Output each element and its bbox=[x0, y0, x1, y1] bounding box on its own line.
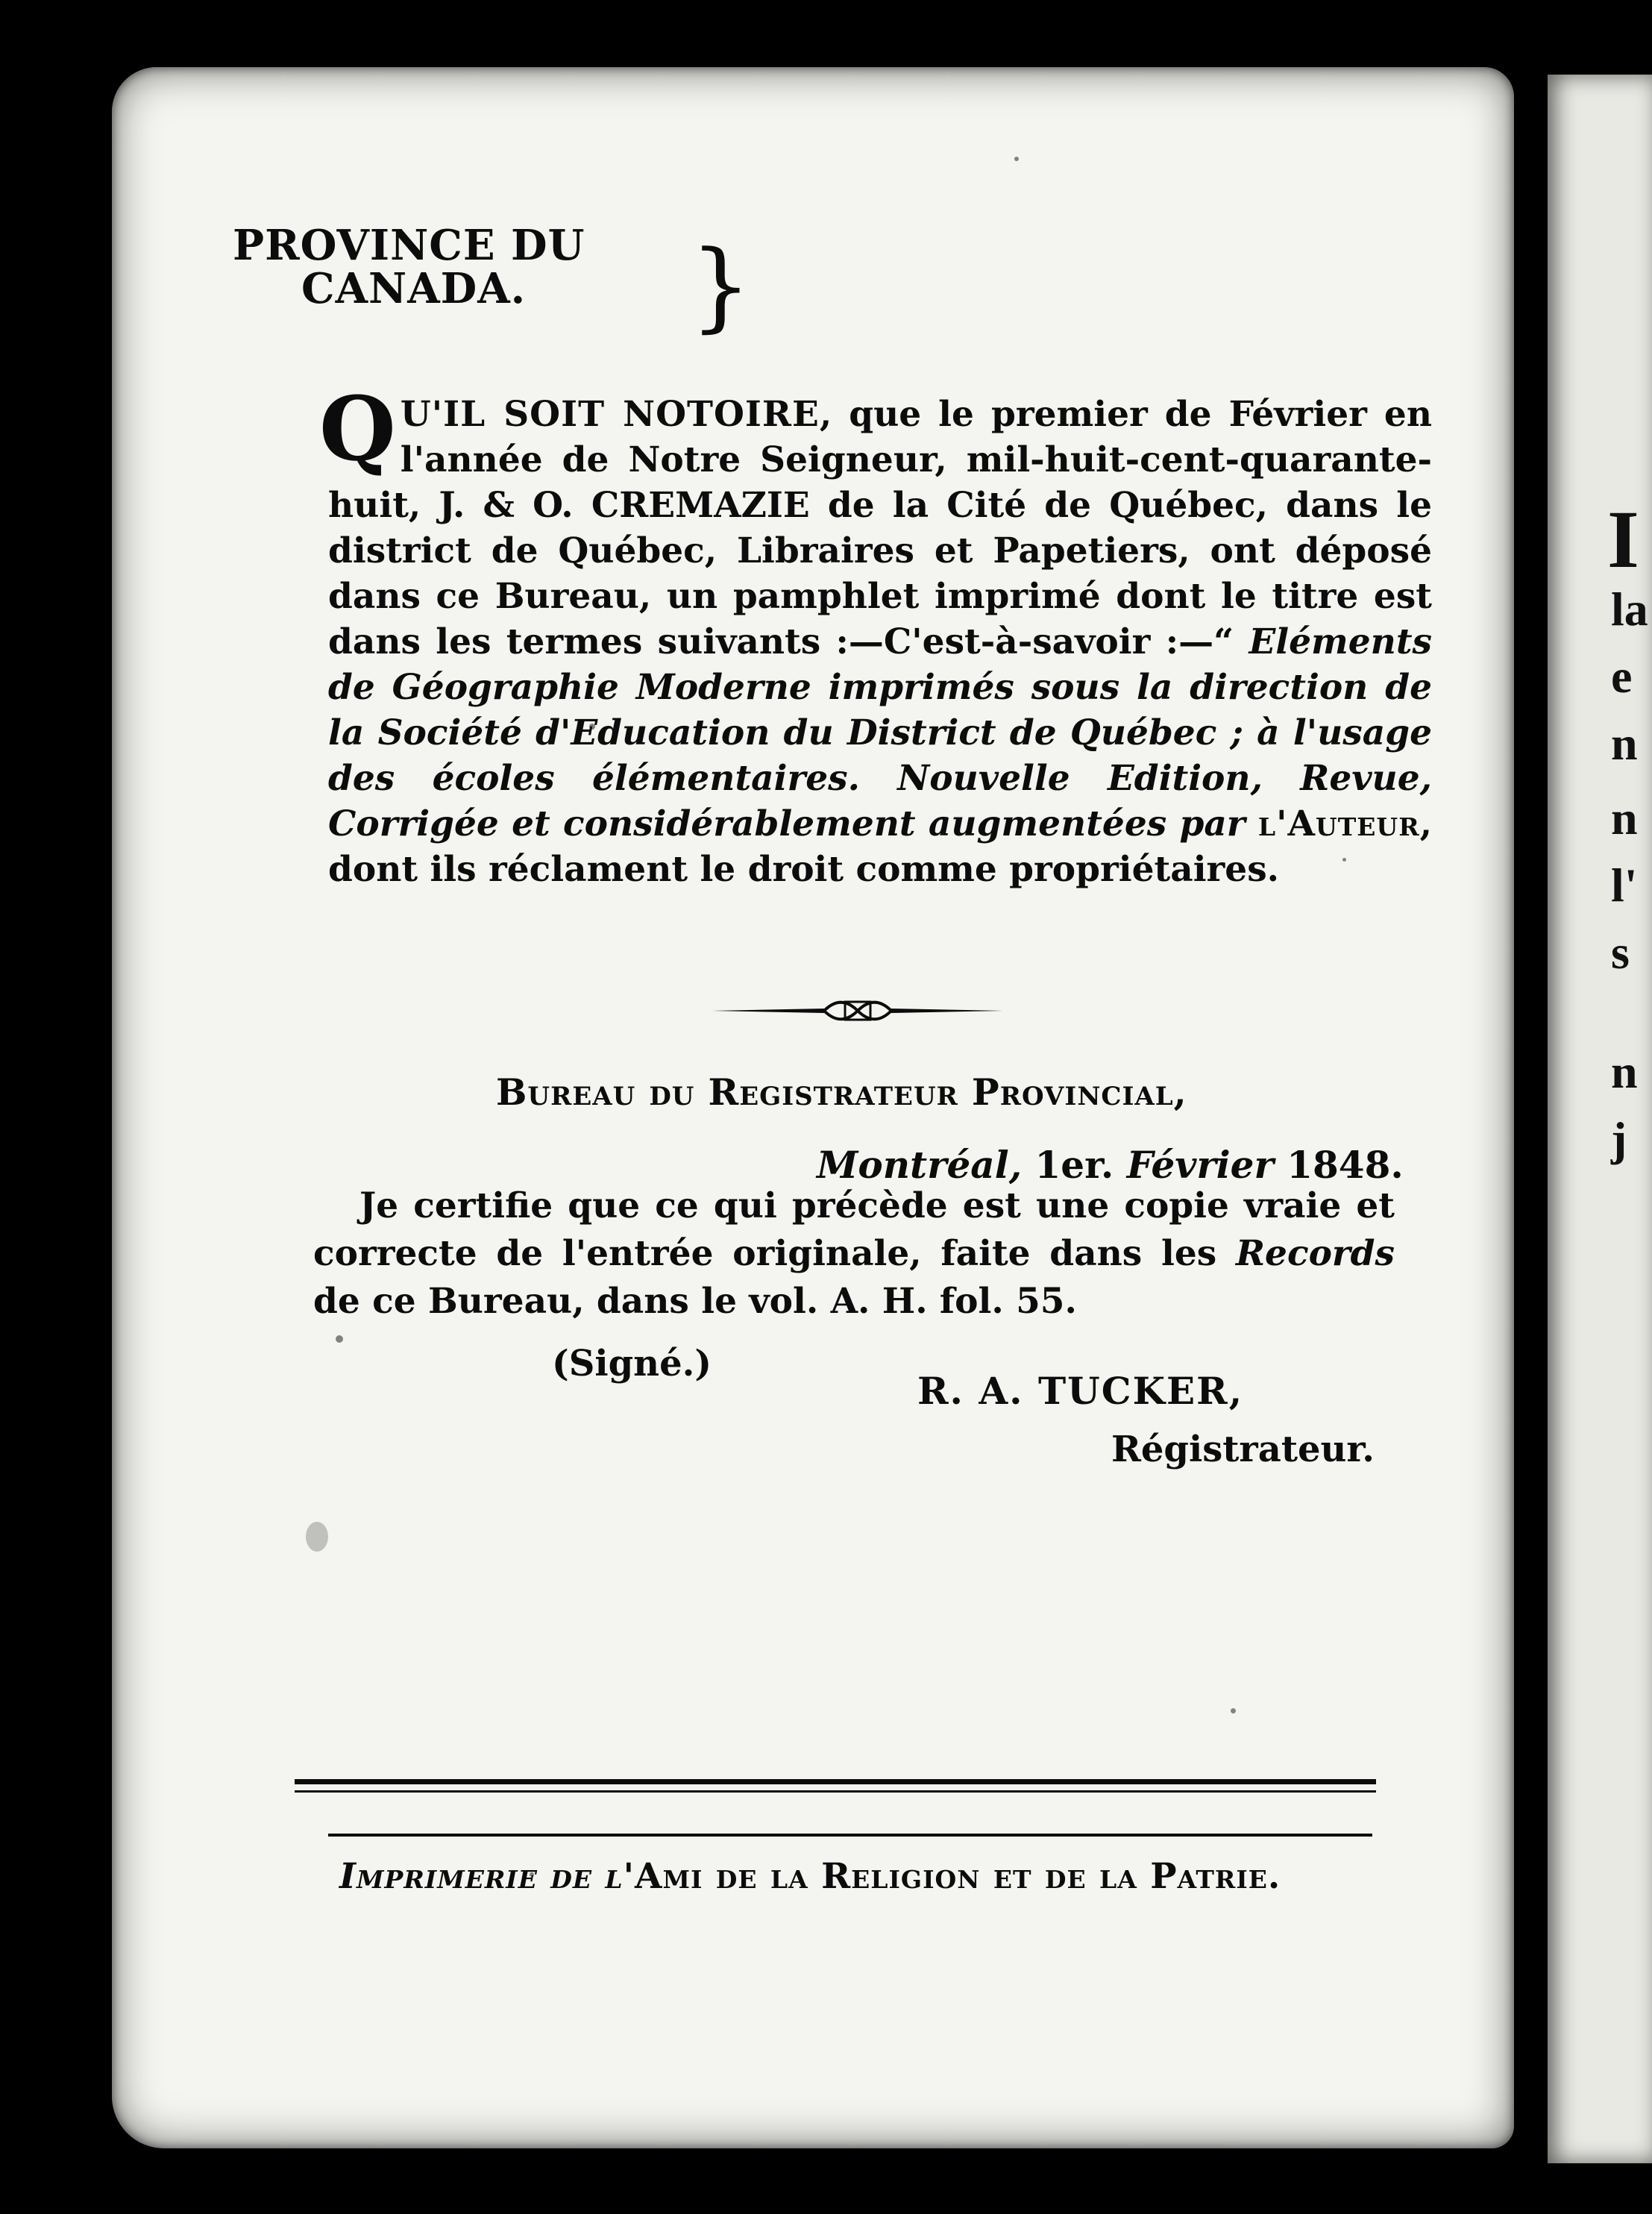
dateline bbox=[817, 1143, 1404, 1187]
province-heading bbox=[233, 221, 585, 313]
adjacent-letter: I bbox=[1607, 494, 1639, 585]
province-line-2: CANADA. bbox=[301, 264, 527, 313]
bureau-heading: Bureau du Registrateur Provincial, bbox=[496, 1070, 1187, 1114]
imprint-name: Ami de la Religion et de la Patrie. bbox=[634, 1856, 1281, 1897]
province-line-1: PROVINCE DU bbox=[233, 221, 585, 270]
footer-rule-lower bbox=[328, 1834, 1372, 1837]
adjacent-letter: l' bbox=[1611, 859, 1638, 912]
ornament-divider-icon bbox=[712, 996, 1003, 1026]
certificate-text-1: Je certifie que ce qui précède est une copie vraie et correcte de l'entrée originale, faite dans les bbox=[313, 1185, 1395, 1274]
dateline-place: Montréal, bbox=[817, 1143, 1023, 1187]
drop-cap: Q bbox=[319, 377, 396, 480]
imprint-italic: Imprimerie de l' bbox=[339, 1856, 635, 1897]
book-title: Eléments de Géographie Moderne imprimés sous la direction de la Société d'Education du District de Québec ; à l'usage des écoles élémentaires. Nouvelle Edition, Revue, Corrigée et considérablement augmentées par bbox=[328, 621, 1432, 844]
adjacent-letter: n bbox=[1611, 717, 1638, 770]
dateline-year: 1848. bbox=[1273, 1143, 1404, 1187]
dateline-day: 1er. bbox=[1022, 1143, 1127, 1187]
adjacent-letter: e bbox=[1611, 650, 1633, 703]
notice-text-2: , dont ils réclament le droit comme propriétaires. bbox=[328, 803, 1432, 890]
notice-paragraph bbox=[319, 377, 1432, 892]
signatory-role: Régistrateur. bbox=[1111, 1429, 1375, 1470]
certificate-paragraph bbox=[313, 1182, 1395, 1326]
notice-opening: U'IL SOIT NOTOIRE bbox=[400, 394, 820, 435]
printer-imprint bbox=[339, 1856, 1281, 1897]
footer-rule-thick bbox=[295, 1779, 1376, 1784]
adjacent-letter: la bbox=[1611, 583, 1648, 636]
adjacent-letter: j bbox=[1611, 1112, 1627, 1165]
author-label: l'Auteur bbox=[1257, 803, 1420, 844]
notice-text-1: , que le premier de Février en l'année de Notre Seigneur, mil-huit-cent-quarante-huit, J. & O. CREMAZIE de la Cité de Québec, dans le district de Québec, Libraires et Papetiers, ont déposé dans ce Bureau, un pamphlet imprimé dont le titre est dans les termes suivants :—C'est-à-savoir :—“ bbox=[328, 394, 1432, 662]
footer-rule-thin bbox=[295, 1790, 1376, 1793]
dateline-month: Février bbox=[1126, 1143, 1274, 1187]
signed-label: (Signé.) bbox=[552, 1343, 712, 1384]
signatory-name: R. A. TUCKER, bbox=[917, 1369, 1244, 1413]
adjacent-page-edge bbox=[1548, 75, 1652, 2163]
records-word: Records bbox=[1235, 1233, 1395, 1274]
brace-icon: } bbox=[690, 229, 752, 342]
adjacent-letter: n bbox=[1611, 791, 1638, 844]
certificate-text-2: de ce Bureau, dans le vol. A. H. fol. 55. bbox=[313, 1281, 1077, 1322]
adjacent-letter: s bbox=[1611, 926, 1630, 979]
adjacent-letter: n bbox=[1611, 1045, 1638, 1098]
